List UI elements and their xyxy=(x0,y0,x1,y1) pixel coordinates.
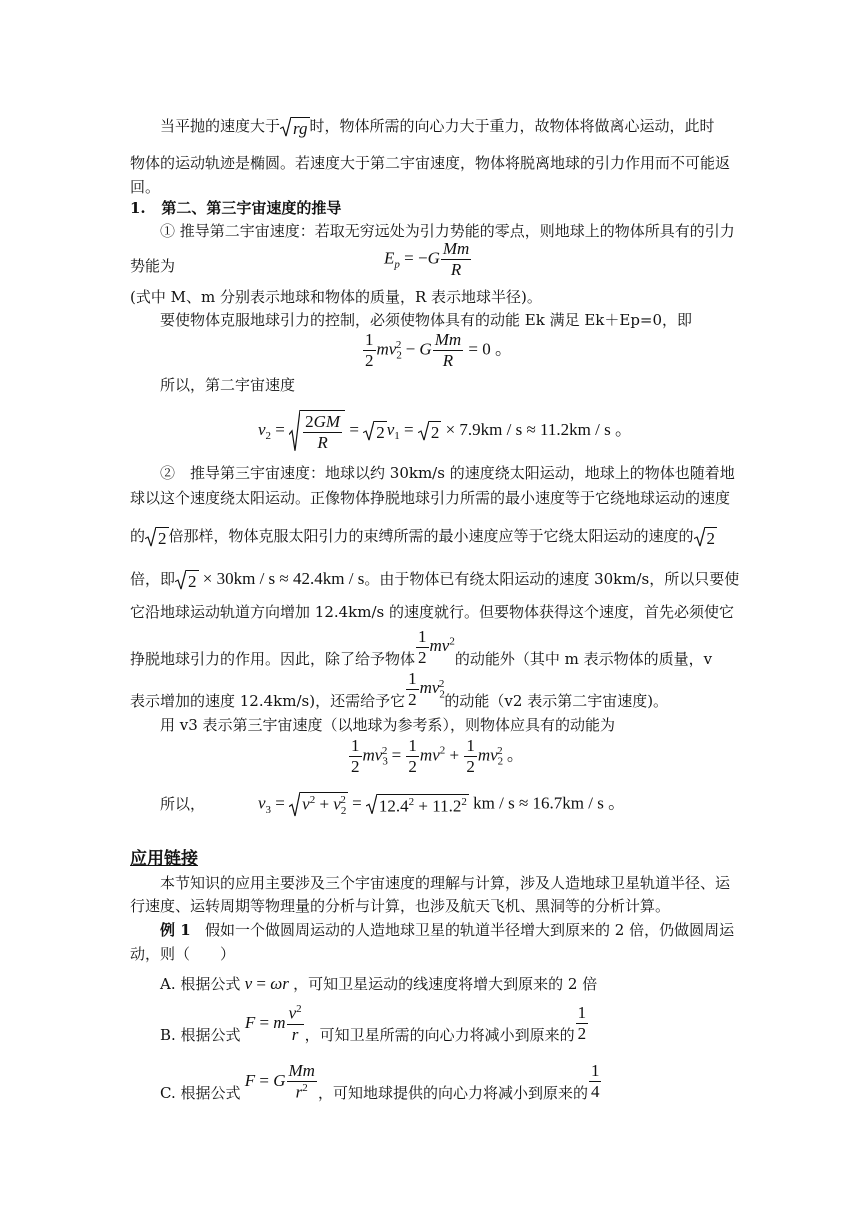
text: 时，物体所需的向心力大于重力，故物体将做离心运动，此时 xyxy=(309,117,715,135)
para-line: 它沿地球运动轨道方向增加 12.4km/s 的速度就行。但要物体获得这个速度，首先必须使它 xyxy=(130,603,735,621)
para-line: 回。 xyxy=(130,178,161,196)
para-line: 表示增加的速度 12.4km/s)，还需给予它 $\frac{1}{2}$ $mv_2^2$的动能（v2 表示第二宇宙速度)。 xyxy=(130,669,669,711)
heading-application: 应用链接 xyxy=(130,849,198,869)
para-line: 的 2 倍那样，物体克服太阳引力的束缚所需的最小速度应等于它绕太阳运动的速度的 2 xyxy=(130,527,716,548)
sqrt-rg xyxy=(280,117,310,137)
para-line: 所以，第二宇宙速度 xyxy=(160,376,296,394)
para-line: 要使物体克服地球引力的控制，必须使物体具有的动能 Ek 满足 Ek＋Ep=0，即 xyxy=(160,311,693,329)
para-line: (式中 M、m 分别表示地球和物体的质量，R 表示地球半径)。 xyxy=(130,288,542,306)
example-question: 例 1 假如一个做圆周运动的人造地球卫星的轨道半径增大到原来的 2 倍，仍做圆周运 xyxy=(160,921,735,939)
section-number: 1. xyxy=(130,199,146,217)
para-line xyxy=(160,117,715,137)
para-line: 势能为 xyxy=(130,257,176,275)
para-line: ① 推导第二宇宙速度：若取无穷远处为引力势能的零点，则地球上的物体所具有的引力 xyxy=(160,222,735,240)
sqrt-2gm-r: $\frac{2GM}{R}$ xyxy=(289,410,345,452)
para-line: 所以， xyxy=(160,795,206,813)
para-line: 挣脱地球引力的作用。因此，除了给予物体 $\frac{1}{2}$ $mv^2$的动能外（其中 m 表示物体的质量，v xyxy=(130,627,713,669)
section-text: 第二、第三宇宙速度的推导 xyxy=(161,199,342,217)
equation-energy-balance: $\frac{1}{2}$ $mv_2^2 - G$ $\frac{Mm}{R}$ = 0 。 xyxy=(365,330,512,370)
equation-third-velocity: $v_3$ = $v^2 + v_2^2$ = $12.4^2 + 11.2^2$ km / s ≈ 16.7km / s 。 xyxy=(258,793,626,818)
para-line: 行速度、运转周期等物理量的分析与计算，也涉及航天飞机、黑洞等的分析计算。 xyxy=(130,897,671,915)
equation-kinetic-energy: $\frac{1}{2}$ $mv_3^2$ = $\frac{1}{2}$ $mv^2$ + $\frac{1}{2}$ $mv_2^2$ 。 xyxy=(351,736,524,776)
option-a: A. 根据公式 v = ωr ，可知卫星运动的线速度将增大到原来的 2 倍 xyxy=(160,974,598,993)
equation-second-velocity: $v_2$ = $\frac{2GM}{R}$ = 2 $v_1$ = 2 × 7.9km / s ≈ 11.2km / s 。 xyxy=(258,412,632,452)
para-line: 动，则（ ） xyxy=(130,945,236,963)
example-label: 例 1 xyxy=(160,921,191,939)
radicand: rg xyxy=(293,119,308,138)
text: 当平抛的速度大于 xyxy=(160,117,281,135)
para-line: ② 推导第三宇宙速度：地球以约 30km/s 的速度绕太阳运动，地球上的物体也随着地 xyxy=(160,464,735,482)
para-line: 倍，即 2 × 30km / s ≈ 42.4km / s。由于物体已有绕太阳运动的速度 30km/s，所以只要使 xyxy=(130,569,740,592)
para-line: 用 v3 表示第三宇宙速度（以地球为参考系），则物体应具有的动能为 xyxy=(160,716,616,734)
equation-potential-energy: $E_p = -G$ $\frac{Mm}{R}$ xyxy=(384,239,470,279)
para-line: 物体的运动轨迹是椭圆。若速度大于第二宇宙速度，物体将脱离地球的引力作用而不可能返 xyxy=(130,154,731,172)
section-title xyxy=(130,201,341,216)
para-line: 本节知识的应用主要涉及三个宇宙速度的理解与计算，涉及人造地球卫星轨道半径、运 xyxy=(160,874,731,892)
para-line: 球以这个速度绕太阳运动。正像物体挣脱地球引力所需的最小速度等于它绕地球运动的速度 xyxy=(130,489,731,507)
option-c: C. 根据公式 F = G $\frac{Mm}{r^2}$ ，可知地球提供的向心力将减小到原来的 $\frac{1}{4}$ xyxy=(160,1061,600,1102)
option-b: B. 根据公式 F = m $\frac{v^2}{r}$ ，可知卫星所需的向心力将减小到原来的 $\frac{1}{2}$ xyxy=(160,1003,587,1044)
